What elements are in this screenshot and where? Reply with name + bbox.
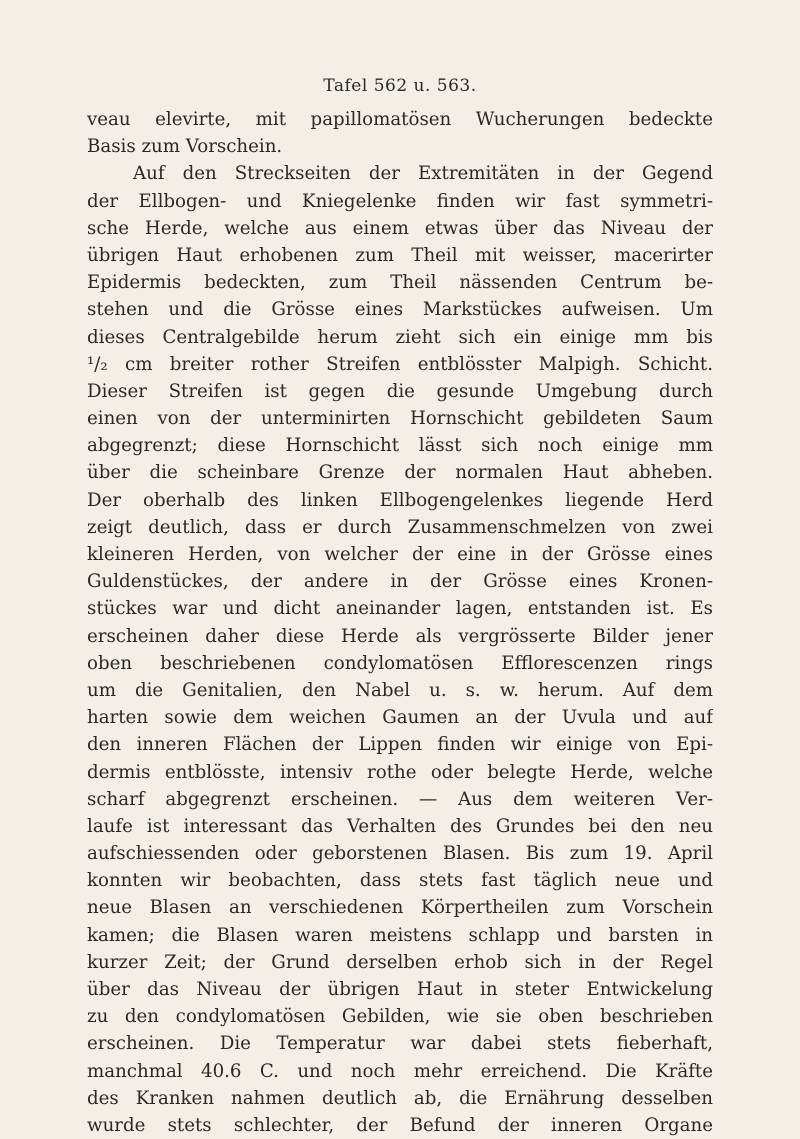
text-line: Epidermis bedeckten, zum Theil nässenden Centrum be- [87, 272, 713, 294]
text-line: manchmal 40.6 C. und noch mehr erreichend. Die Kräfte [87, 1060, 713, 1082]
text-line: erscheinen. Die Temperatur war dabei stets fieberhaft, [87, 1033, 713, 1055]
text-line: scharf abgegrenzt erscheinen. — Aus dem weiteren Ver- [87, 788, 713, 810]
page-header: Tafel 562 u. 563. [323, 76, 477, 96]
text-line: zu den condylomatösen Gebilden, wie sie oben beschrieben [87, 1006, 713, 1028]
text-line: kleineren Herden, von welcher der eine in der Grösse eines [87, 544, 713, 565]
text-line: über die scheinbare Grenze der normalen Haut abheben. [87, 462, 713, 484]
text-line: stehen und die Grösse eines Markstückes aufweisen. Um [87, 299, 713, 321]
text-line: der Ellbogen- und Kniegelenke finden wir fast symmetri- [87, 190, 713, 212]
text-line: stückes war und dicht aneinander lagen, entstanden ist. Es [87, 598, 713, 620]
text-line: kamen; die Blasen waren meistens schlapp und barsten in [87, 924, 713, 946]
text-line: zeigt deutlich, dass er durch Zusammenschmelzen von zwei [87, 516, 713, 538]
text-line: dieses Centralgebilde herum zieht sich ein einige mm bis [87, 326, 713, 348]
text-line: Auf den Streckseiten der Extremitäten in der Gegend [133, 163, 713, 185]
text-line: kurzer Zeit; der Grund derselben erhob sich in der Regel [87, 951, 713, 973]
text-line: Guldenstückes, der andere in der Grösse eines Kronen- [87, 571, 713, 593]
text-line: erscheinen daher diese Herde als vergrösserte Bilder jener [87, 625, 713, 647]
text-line: einen von der unterminirten Hornschicht gebildeten Saum [87, 408, 713, 430]
text-line: wurde stets schlechter, der Befund der inneren Organe [87, 1114, 713, 1136]
text-line: abgegrenzt; diese Hornschicht lässt sich noch einige mm [87, 435, 713, 457]
text-line: harten sowie dem weichen Gaumen an der Uvula und auf [87, 707, 713, 729]
text-line: sche Herde, welche aus einem etwas über das Niveau der [87, 217, 713, 239]
body-text [87, 106, 713, 1139]
text-line: Der oberhalb des linken Ellbogengelenkes liegende Herd [87, 489, 713, 511]
text-line: Dieser Streifen ist gegen die gesunde Umgebung durch [87, 380, 713, 402]
text-line: konnten wir beobachten, dass stets fast täglich neue und [87, 870, 713, 892]
text-line: aufschiessenden oder geborstenen Blasen. Bis zum 19. April [87, 843, 713, 865]
text-line: Basis zum Vorschein. [87, 136, 283, 158]
text-line: veau elevirte, mit papillomatösen Wucherungen bedeckte [87, 109, 713, 130]
text-line: laufe ist interessant das Verhalten des Grundes bei den neu [87, 815, 713, 837]
text-line: um die Genitalien, den Nabel u. s. w. herum. Auf dem [87, 679, 713, 701]
text-line: dermis entblösste, intensiv rothe oder belegte Herde, welche [87, 761, 713, 783]
text-line: den inneren Flächen der Lippen finden wir einige von Epi- [87, 734, 713, 756]
text-line: ¹/₂ cm breiter rother Streifen entblösster Malpigh. Schicht. [87, 353, 713, 375]
text-line: über das Niveau der übrigen Haut in steter Entwickelung [87, 979, 713, 1000]
text-line: des Kranken nahmen deutlich ab, die Ernährung desselben [87, 1087, 713, 1109]
text-line: oben beschriebenen condylomatösen Efflorescenzen rings [87, 652, 713, 674]
text-line: übrigen Haut erhobenen zum Theil mit weisser, macerirter [87, 244, 713, 266]
text-line: neue Blasen an verschiedenen Körpertheilen zum Vorschein [87, 897, 713, 919]
